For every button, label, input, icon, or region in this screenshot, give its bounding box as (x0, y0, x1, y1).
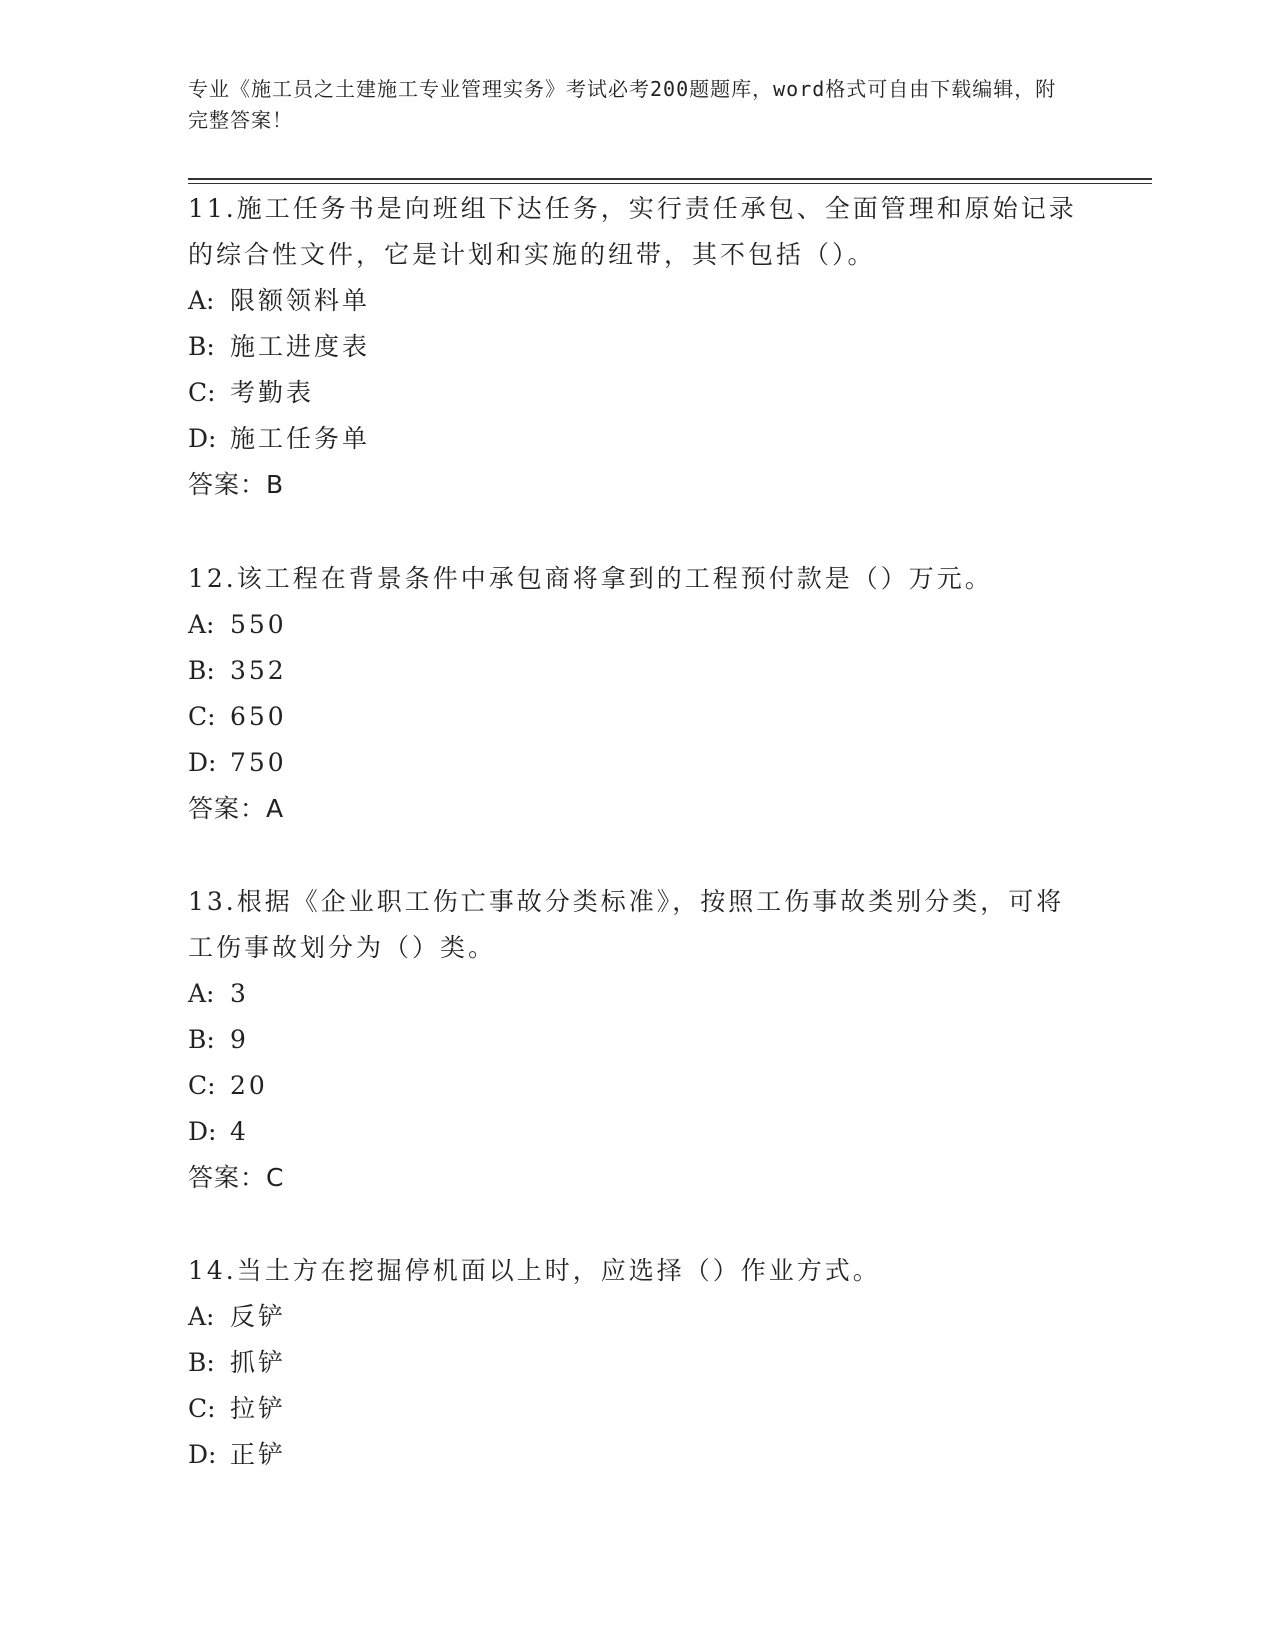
document-header: 专业《施工员之土建施工专业管理实务》考试必考200题题库，word格式可自由下载编辑，附完整答案！ (188, 77, 1057, 132)
option-a (188, 602, 1088, 648)
question-text: 14.当土方在挖掘停机面以上时，应选择（）作业方式。 (188, 1256, 881, 1285)
option-b (188, 1340, 1088, 1386)
option-value: 3 (230, 979, 249, 1008)
option-key: B: (188, 332, 215, 361)
option-value: 抓铲 (230, 1348, 287, 1377)
option-key: D: (188, 748, 217, 777)
option-key: A: (188, 1302, 215, 1331)
option-c (188, 694, 1088, 740)
option-c (188, 1063, 1088, 1109)
question-12 (188, 556, 1088, 832)
answer-line: 答案：C (188, 1163, 285, 1192)
question-text: 11.施工任务书是向班组下达任务，实行责任承包、全面管理和原始记录的综合性文件，它是计划和实施的纽带，其不包括（）。 (188, 194, 1077, 269)
option-key: B: (188, 1025, 215, 1054)
option-d (188, 1432, 1088, 1478)
answer-line: 答案：A (188, 794, 285, 823)
option-value: 施工任务单 (230, 424, 371, 453)
option-value: 4 (230, 1117, 249, 1146)
option-b (188, 324, 1088, 370)
option-key: D: (188, 424, 217, 453)
option-value: 限额领料单 (230, 286, 371, 315)
question-13 (188, 879, 1088, 1201)
option-key: A: (188, 610, 215, 639)
option-key: A: (188, 286, 215, 315)
question-14 (188, 1248, 1088, 1478)
option-b (188, 1017, 1088, 1063)
option-value: 650 (230, 702, 287, 731)
question-text: 13.根据《企业职工伤亡事故分类标准》，按照工伤事故类别分类，可将工伤事故划分为（）类。 (188, 887, 1065, 962)
option-key: A: (188, 979, 215, 1008)
option-value: 考勤表 (230, 378, 315, 407)
question-text: 12.该工程在背景条件中承包商将拿到的工程预付款是（）万元。 (188, 564, 993, 593)
option-key: D: (188, 1440, 217, 1469)
header-divider-thin (188, 183, 1152, 184)
option-d (188, 740, 1088, 786)
option-d (188, 416, 1088, 462)
option-value: 施工进度表 (230, 332, 371, 361)
option-key: C: (188, 1071, 216, 1100)
option-value: 9 (230, 1025, 249, 1054)
option-d (188, 1109, 1088, 1155)
option-value: 352 (230, 656, 287, 685)
option-value: 反铲 (230, 1302, 287, 1331)
option-key: B: (188, 1348, 215, 1377)
option-b (188, 648, 1088, 694)
option-value: 拉铲 (230, 1394, 287, 1423)
option-key: B: (188, 656, 215, 685)
answer-line: 答案：B (188, 470, 285, 499)
option-c (188, 1386, 1088, 1432)
option-a (188, 1294, 1088, 1340)
option-value: 750 (230, 748, 287, 777)
option-a (188, 971, 1088, 1017)
option-value: 20 (230, 1071, 268, 1100)
option-value: 550 (230, 610, 287, 639)
option-a (188, 278, 1088, 324)
option-key: D: (188, 1117, 217, 1146)
option-key: C: (188, 1394, 216, 1423)
option-value: 正铲 (230, 1440, 287, 1469)
option-key: C: (188, 378, 216, 407)
header-divider-thick (188, 178, 1152, 180)
option-key: C: (188, 702, 216, 731)
question-11 (188, 186, 1088, 508)
option-c (188, 370, 1088, 416)
